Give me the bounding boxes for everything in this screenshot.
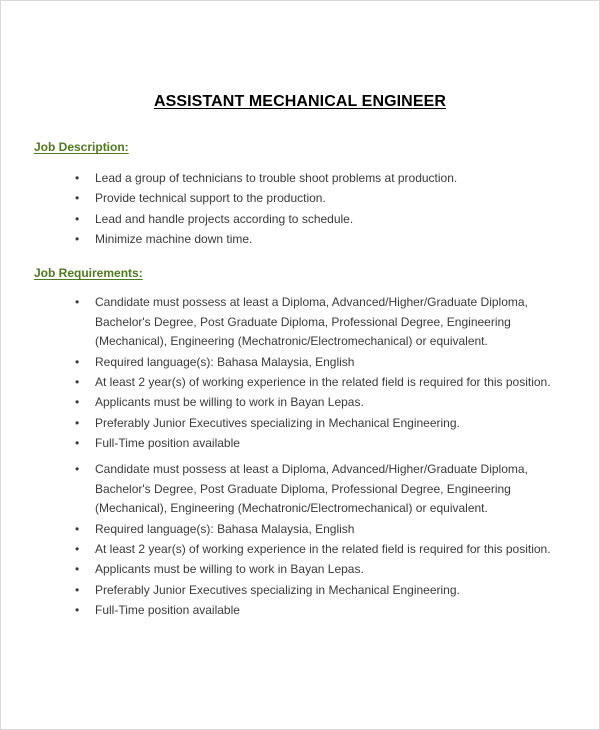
list-item-text: Lead and handle projects according to schedule. [95,211,354,226]
list-item [1,373,599,393]
list-item [1,353,599,373]
list-item [1,434,599,454]
list-item-text: At least 2 year(s) of working experience in the related field is required for this position. [95,374,551,389]
list-item-text: Candidate must possess at least a Diploma, Advanced/Higher/Graduate Diploma, Bachelor's Degree, Post Graduate Diploma, Professional Degree, Engineering (Mechanical), Engineering (Mechatronic/Electromechanical) or equivalent. [95,295,528,349]
list-item-text: Full-Time position available [95,436,240,451]
list-item [1,189,599,209]
bullet-icon: • [75,603,80,618]
bullet-icon: • [75,462,80,476]
list-item-text: Lead a group of technicians to trouble shoot problems at production. [95,171,458,185]
list-item-text: Applicants must be willing to work in Bayan Lepas. [95,562,364,577]
job-description-heading: Job Description: [34,140,129,154]
bullet-icon: • [75,211,80,226]
list-item-text: Full-Time position available [95,603,240,618]
bullet-icon: • [75,415,80,430]
bullet-icon: • [75,541,80,556]
bullet-icon: • [75,395,80,410]
list-item-text: Required language(s): Bahasa Malaysia, English [95,521,355,536]
job-requirements-list-1 [1,293,599,455]
list-item [1,230,599,250]
list-item [1,414,599,434]
list-item-text: Required language(s): Bahasa Malaysia, English [95,354,355,369]
list-item [1,601,599,621]
list-item-text: Minimize machine down time. [95,232,253,247]
list-item [1,581,599,601]
list-item-text: At least 2 year(s) of working experience in the related field is required for this position. [95,541,551,556]
list-item [1,393,599,413]
job-description-list [1,169,599,251]
bullet-icon: • [75,232,80,247]
list-item-text: Preferably Junior Executives specializing in Mechanical Engineering. [95,582,460,597]
list-item [1,210,599,230]
list-item-text: Preferably Junior Executives specializing in Mechanical Engineering. [95,415,460,430]
job-requirements-list-2 [1,460,599,622]
bullet-icon: • [75,171,80,185]
list-item-text: Provide technical support to the production. [95,191,326,206]
list-item-text: Applicants must be willing to work in Bayan Lepas. [95,395,364,410]
bullet-icon: • [75,562,80,577]
bullet-icon: • [75,295,80,309]
bullet-icon: • [75,436,80,451]
bullet-icon: • [75,582,80,597]
list-item [1,169,599,189]
list-item [1,293,599,352]
list-item [1,560,599,580]
job-requirements-heading: Job Requirements: [34,266,143,280]
list-item [1,520,599,540]
bullet-icon: • [75,354,80,369]
list-item [1,540,599,560]
bullet-icon: • [75,521,80,536]
list-item [1,460,599,519]
bullet-icon: • [75,374,80,389]
page-title: ASSISTANT MECHANICAL ENGINEER [153,93,447,110]
list-item-text: Candidate must possess at least a Diploma, Advanced/Higher/Graduate Diploma, Bachelor's Degree, Post Graduate Diploma, Professional Degree, Engineering (Mechanical), Engineering (Mechatronic/Electromechanical) or equivalent. [95,462,528,516]
bullet-icon: • [75,191,80,206]
